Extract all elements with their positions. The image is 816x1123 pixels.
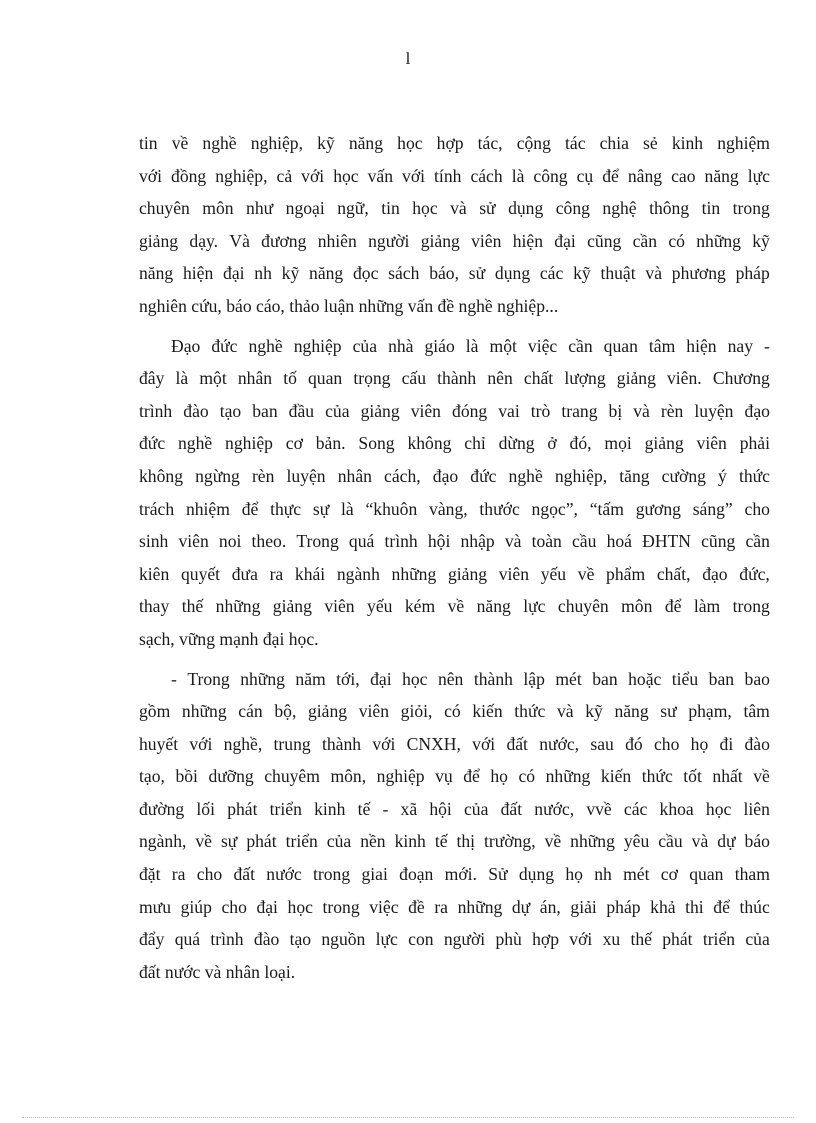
paragraph-line: đẩy quá trình đào tạo nguồn lực con người phù hợp với xu thế phát triển của [139,929,770,950]
paragraph-line: gồm những cán bộ, giảng viên giỏi, có kiến thức và kỹ năng sư phạm, tâm [139,701,770,722]
paragraph-line: huyết với nghề, trung thành với CNXH, với đất nước, sau đó cho họ đi đào [139,733,770,754]
paragraph-line: ngành, về sự phát triển của nền kinh tế thị trường, về những yêu cầu và dự báo [139,831,770,852]
paragraph-line: Đạo đức nghề nghiệp của nhà giáo là một việc cần quan tâm hiện nay - [171,335,770,356]
paragraph-line: với đồng nghiệp, cả với học vấn với tính cách là công cụ để nâng cao năng lực [139,165,770,186]
paragraph-line: thay thế những giảng viên yếu kém về năng lực chuyên môn để làm trong [139,596,770,617]
paragraph-line: sạch, vững mạnh đại học. [139,628,319,649]
paragraph-line: đức nghề nghiệp cơ bản. Song không chỉ dừng ở đó, mọi giảng viên phải [139,433,770,454]
paragraph-line: kiên quyết đưa ra khái ngành những giảng viên yếu về phẩm chất, đạo đức, [139,563,770,584]
paragraph-line: chuyên môn như ngoại ngữ, tin học và sử dụng công nghệ thông tin trong [139,198,770,219]
paragraph-line: trách nhiệm để thực sự là “khuôn vàng, thước ngọc”, “tấm gương sáng” cho [139,498,770,519]
paragraph-line: đất nước và nhân loại. [139,961,296,982]
footer-divider [22,1117,794,1118]
paragraph-2 [139,330,770,656]
document-body [139,127,770,988]
paragraph-line: sinh viên noi theo. Trong quá trình hội nhập và toàn cầu hoá ĐHTN cũng cần [139,531,770,552]
paragraph-line: đặt ra cho đất nước trong giai đoạn mới. Sử dụng họ nh mét cơ quan tham [139,864,770,885]
paragraph-line: đường lối phát triển kinh tế - xã hội của đất nước, vvề các khoa học liên [139,798,770,819]
paragraph-line: tin về nghề nghiệp, kỹ năng học hợp tác, cộng tác chia sẻ kinh nghiệm [139,133,770,153]
paragraph-line: tạo, bồi dưỡng chuyêm môn, nghiệp vụ để họ có những kiến thức tốt nhất về [139,766,770,787]
paragraph-line: giảng dạy. Và đương nhiên người giảng viên hiện đại cũng cần có những kỹ [139,230,770,251]
paragraph-line: nghiên cứu, báo cáo, thảo luận những vấn đề nghề nghiệp... [139,295,559,316]
paragraph-line: mưu giúp cho đại học trong việc đề ra những dự án, giải pháp khả thi để thúc [139,896,770,917]
paragraph-line: - Trong những năm tới, đại học nên thành lập mét ban hoặc tiểu ban bao [171,668,770,689]
paragraph-line: năng hiện đại nh kỹ năng đọc sách báo, sử dụng các kỹ thuật và phương pháp [139,263,770,284]
paragraph-line: trình đào tạo ban đầu của giảng viên đóng vai trò trang bị và rèn luyện đạo [139,400,770,421]
paragraph-line: không ngừng rèn luyện nhân cách, đạo đức nghề nghiệp, tăng cường ý thức [139,465,770,486]
page-number: l [405,49,411,68]
paragraph-3 [139,663,770,989]
paragraph-line: đây là một nhân tố quan trọng cấu thành nên chất lượng giảng viên. Chương [139,368,770,389]
paragraph-1 [139,127,770,323]
